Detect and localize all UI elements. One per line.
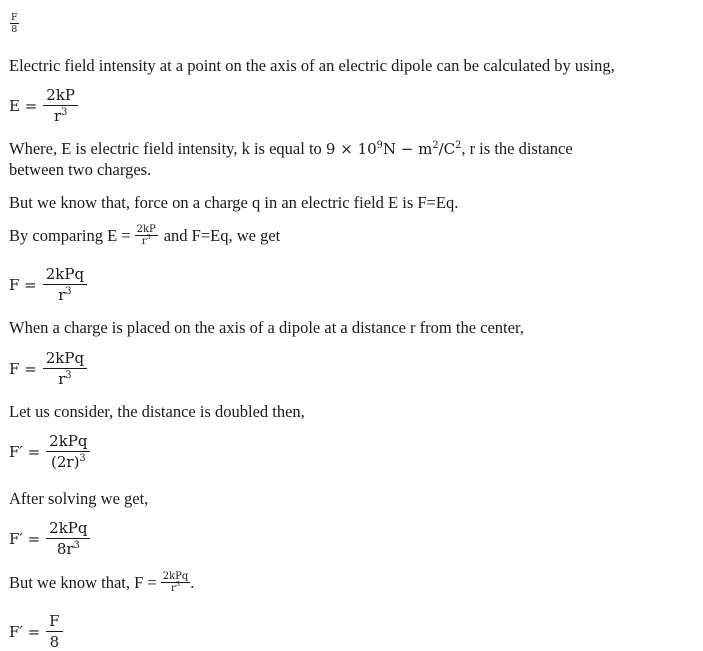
equation-force-derived [9, 265, 87, 304]
equation-lhs: E = [9, 96, 38, 115]
denominator-base: (2r) [51, 453, 80, 471]
denominator-exponent: 3 [65, 369, 72, 381]
fraction-denominator [51, 106, 70, 125]
equation-fraction [46, 519, 90, 558]
substitution-text-a: But we know that, F = [9, 572, 157, 592]
k-exponent: 9 [376, 139, 383, 151]
k-constant-value [326, 140, 461, 158]
fraction-numerator: F [46, 612, 62, 632]
fraction-numerator: 2kPq [43, 265, 87, 285]
k-unit-b: /C [438, 140, 456, 158]
denominator-base: r [58, 286, 66, 304]
equation-fraction [46, 612, 62, 651]
denominator-base: r [53, 107, 62, 125]
denominator-exponent: 3 [79, 452, 86, 464]
denominator-exponent: 3 [73, 539, 80, 551]
equation-fraction [43, 265, 87, 304]
fraction-numerator: 2kPq [43, 349, 87, 369]
inline-denominator-base: r [141, 236, 147, 247]
denominator-base: 8r [56, 540, 74, 558]
equation-lhs: F = [9, 275, 37, 294]
paragraph-intro: Electric field intensity at a point on the axis of an electric dipole can be calculated by using, [9, 56, 615, 75]
inline-fraction-numerator: 2kP [136, 224, 156, 235]
inline-denominator-exponent: 3 [175, 580, 180, 589]
definitions-text-b: , r is the distance [461, 139, 573, 158]
paragraph-substitution [9, 571, 194, 594]
inline-fraction-denominator [140, 233, 153, 247]
equation-field-intensity [9, 86, 78, 125]
paragraph-force-relation: But we know that, force on a charge q in an electric field E is F=Eq. [9, 193, 459, 212]
substitution-text-b: . [190, 572, 195, 592]
denominator-exponent: 3 [65, 285, 72, 297]
k-mantissa: 9 × 10 [325, 140, 377, 158]
equation-force-doubled [9, 432, 90, 471]
k-unit-a: N − m [382, 140, 433, 158]
equation-lhs: F′ = [9, 622, 41, 641]
paragraph-charge-placement: When a charge is placed on the axis of a dipole at a distance r from the center, [9, 318, 524, 337]
equation-final-answer [9, 612, 63, 651]
comparison-text-b: and F=Eq, we get [163, 225, 281, 245]
fraction-denominator [54, 539, 83, 558]
equation-lhs: F′ = [9, 529, 41, 548]
fraction-numerator: 2kPq [46, 519, 90, 539]
fraction-denominator [55, 369, 74, 388]
fraction-denominator: 8 [49, 633, 60, 651]
equation-fraction [43, 86, 78, 125]
k-unit-exponent-2: 2 [455, 139, 462, 151]
comparison-inline-fraction [135, 224, 158, 247]
equation-fraction [46, 432, 90, 471]
equation-fraction [43, 349, 87, 388]
header-fraction-numerator: F [11, 12, 18, 23]
denominator-base: r [58, 370, 66, 388]
equation-force-solved [9, 519, 90, 558]
paragraph-after-solving: After solving we get, [9, 489, 149, 508]
equation-lhs: F = [9, 359, 37, 378]
comparison-text-a: By comparing E = [9, 225, 131, 245]
header-fraction [10, 12, 19, 35]
fraction-denominator [48, 452, 89, 471]
paragraph-definitions [9, 138, 573, 160]
definitions-text-a: Where, E is electric field intensity, k is equal to [9, 139, 326, 158]
header-fraction-denominator: 8 [11, 24, 18, 35]
inline-fraction-denominator [169, 580, 182, 594]
paragraph-comparison [9, 224, 280, 247]
substitution-inline-fraction [161, 571, 191, 594]
inline-denominator-exponent: 3 [146, 233, 151, 242]
paragraph-definitions-line2: between two charges. [9, 160, 152, 179]
fraction-numerator: 2kP [43, 86, 78, 106]
equation-lhs: F′ = [9, 442, 41, 461]
header-fraction-stack [10, 12, 19, 35]
equation-force-axis [9, 349, 87, 388]
inline-denominator-base: r [171, 583, 176, 594]
inline-fraction-numerator: 2kPq [162, 571, 189, 582]
denominator-exponent: 3 [61, 106, 68, 118]
fraction-denominator [55, 285, 74, 304]
fraction-numerator: 2kPq [46, 432, 90, 452]
k-unit-exponent-1: 2 [432, 139, 439, 151]
paragraph-distance-doubled: Let us consider, the distance is doubled then, [9, 402, 305, 421]
